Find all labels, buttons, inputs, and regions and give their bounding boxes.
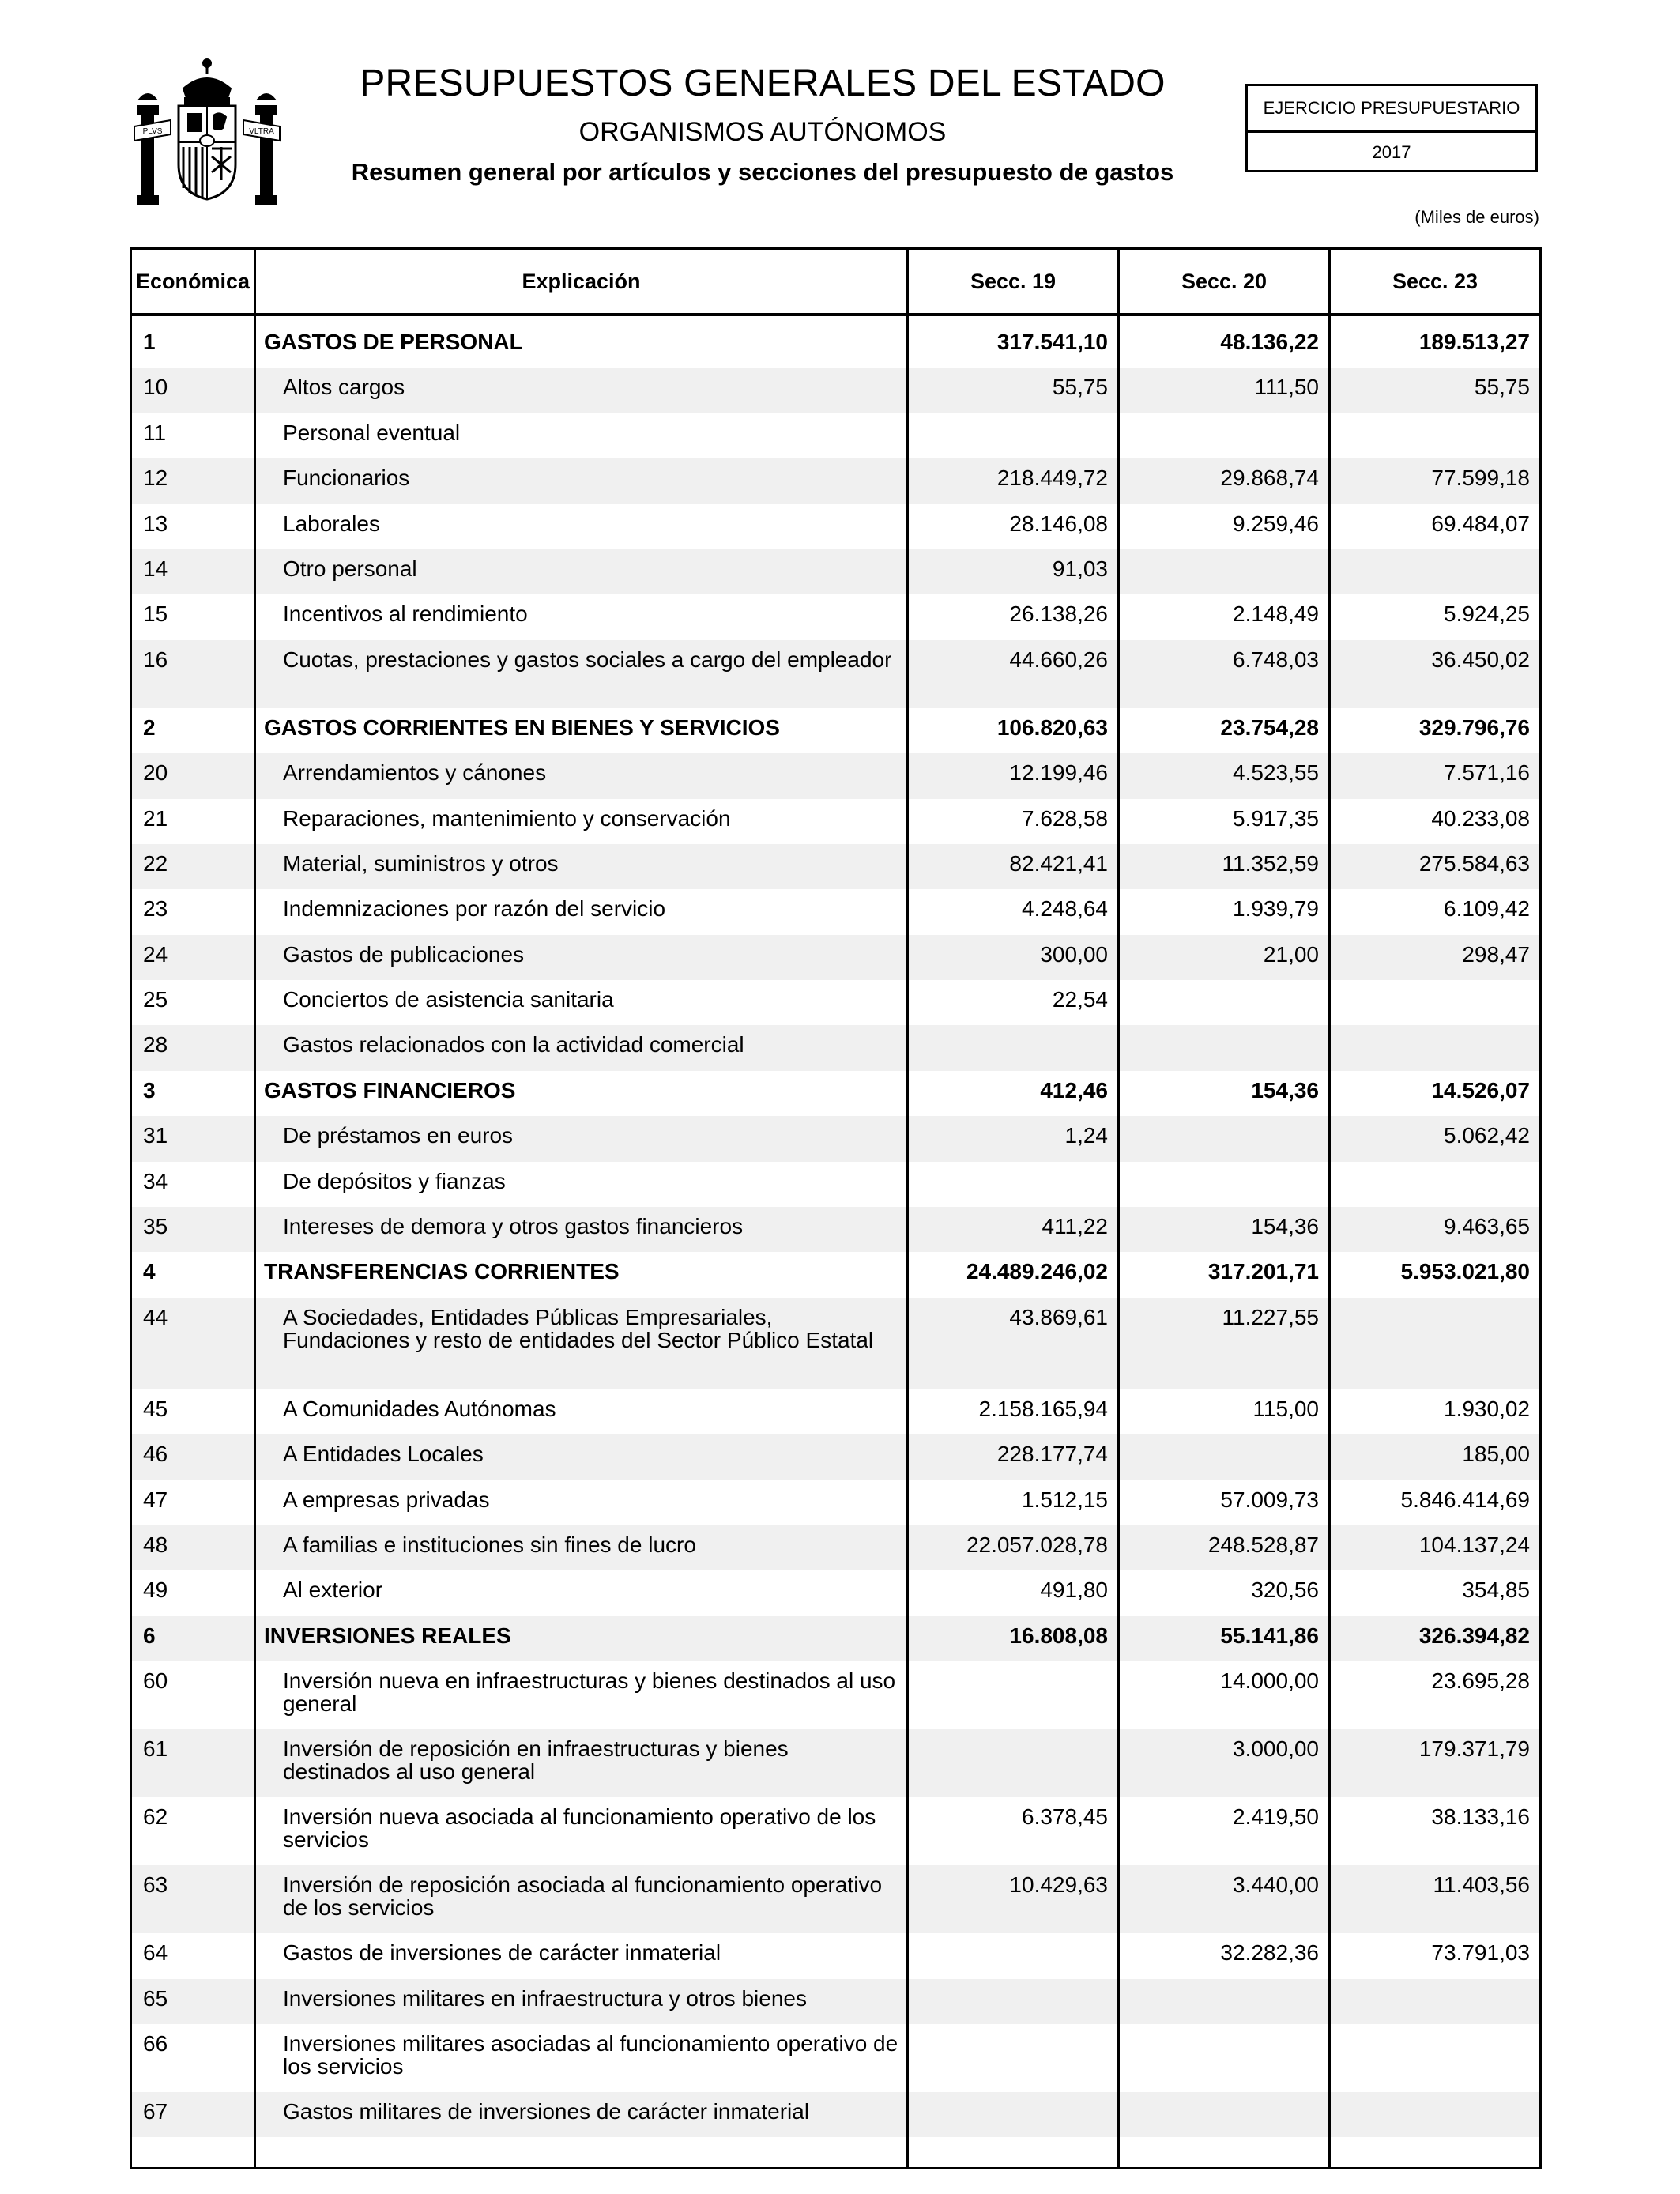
cell-secc-19: 7.628,58 xyxy=(908,799,1119,844)
cell-economica: 14 xyxy=(131,549,255,594)
cell-secc-23 xyxy=(1330,980,1541,1025)
cell-secc-20 xyxy=(1119,1116,1330,1161)
cell-explicacion: Altos cargos xyxy=(255,368,908,413)
cell-economica: 64 xyxy=(131,1933,255,1978)
cell-secc-23: 354,85 xyxy=(1330,1570,1541,1615)
cell-explicacion: Personal eventual xyxy=(255,413,908,458)
cell-explicacion: A familias e instituciones sin fines de lucro xyxy=(255,1525,908,1570)
cell-explicacion: Intereses de demora y otros gastos financieros xyxy=(255,1207,908,1252)
cell-secc-23: 5.846.414,69 xyxy=(1330,1480,1541,1525)
cell-explicacion: A Entidades Locales xyxy=(255,1434,908,1480)
cell-secc-20: 5.917,35 xyxy=(1119,799,1330,844)
table-row xyxy=(131,1933,1541,1978)
cell-secc-23: 9.463,65 xyxy=(1330,1207,1541,1252)
cell-economica: 1 xyxy=(131,315,255,368)
cell-explicacion: INVERSIONES REALES xyxy=(255,1616,908,1661)
cell-explicacion: GASTOS DE PERSONAL xyxy=(255,315,908,368)
cell-economica: 47 xyxy=(131,1480,255,1525)
cell-secc-20: 57.009,73 xyxy=(1119,1480,1330,1525)
cell-economica: 10 xyxy=(131,368,255,413)
table-row xyxy=(131,504,1541,549)
cell-secc-19: 22.057.028,78 xyxy=(908,1525,1119,1570)
cell-explicacion: Funcionarios xyxy=(255,458,908,503)
cell-explicacion: Otro personal xyxy=(255,549,908,594)
cell-secc-19: 28.146,08 xyxy=(908,504,1119,549)
cell-secc-20: 154,36 xyxy=(1119,1071,1330,1116)
cell-economica: 45 xyxy=(131,1389,255,1434)
table-row xyxy=(131,2024,1541,2092)
cell-economica: 20 xyxy=(131,753,255,798)
cell-economica: 4 xyxy=(131,1252,255,1297)
cell-secc-19: 1,24 xyxy=(908,1116,1119,1161)
cell-secc-23: 36.450,02 xyxy=(1330,640,1541,708)
table-row xyxy=(131,640,1541,708)
cell-explicacion: Inversión nueva en infraestructuras y bienes destinados al uso general xyxy=(255,1661,908,1729)
cell-explicacion: Cuotas, prestaciones y gastos sociales a cargo del empleador xyxy=(255,640,908,708)
cell-economica: 49 xyxy=(131,1570,255,1615)
cell-secc-19 xyxy=(908,1933,1119,1978)
table-row xyxy=(131,368,1541,413)
table-row xyxy=(131,1797,1541,1865)
units-note: (Miles de euros) xyxy=(1414,207,1539,227)
table-row xyxy=(131,1661,1541,1729)
cell-economica: 3 xyxy=(131,1071,255,1116)
cell-secc-19: 491,80 xyxy=(908,1570,1119,1615)
table-row xyxy=(131,889,1541,934)
cell-secc-23: 275.584,63 xyxy=(1330,844,1541,889)
table-row-group xyxy=(131,315,1541,368)
cell-secc-23: 5.953.021,80 xyxy=(1330,1252,1541,1297)
cell-secc-20: 11.352,59 xyxy=(1119,844,1330,889)
cell-secc-20: 6.748,03 xyxy=(1119,640,1330,708)
cell-secc-19 xyxy=(908,1162,1119,1207)
crest-motto-right: VLTRA xyxy=(249,127,274,136)
cell-explicacion: De préstamos en euros xyxy=(255,1116,908,1161)
cell-secc-20: 9.259,46 xyxy=(1119,504,1330,549)
cell-secc-19: 228.177,74 xyxy=(908,1434,1119,1480)
cell-economica: 16 xyxy=(131,640,255,708)
cell-economica: 23 xyxy=(131,889,255,934)
cell-secc-19 xyxy=(908,1979,1119,2024)
cell-secc-19: 106.820,63 xyxy=(908,708,1119,753)
cell-secc-19: 218.449,72 xyxy=(908,458,1119,503)
table-row xyxy=(131,1434,1541,1480)
table-row-group xyxy=(131,708,1541,753)
cell-secc-20: 48.136,22 xyxy=(1119,315,1330,368)
cell-explicacion: Incentivos al rendimiento xyxy=(255,594,908,639)
cell-explicacion: Material, suministros y otros xyxy=(255,844,908,889)
cell-secc-23 xyxy=(1330,549,1541,594)
cell-secc-23: 55,75 xyxy=(1330,368,1541,413)
table-row xyxy=(131,753,1541,798)
cell-secc-19: 1.512,15 xyxy=(908,1480,1119,1525)
cell-secc-20: 21,00 xyxy=(1119,935,1330,980)
cell-explicacion: Gastos relacionados con la actividad comercial xyxy=(255,1025,908,1070)
cell-secc-23 xyxy=(1330,1025,1541,1070)
cell-secc-23: 298,47 xyxy=(1330,935,1541,980)
page-subtitle: ORGANISMOS AUTÓNOMOS xyxy=(578,117,947,147)
cell-secc-20: 154,36 xyxy=(1119,1207,1330,1252)
cell-explicacion: Inversiones militares en infraestructura y otros bienes xyxy=(255,1979,908,2024)
cell-secc-20: 317.201,71 xyxy=(1119,1252,1330,1297)
crest-motto-left: PLVS xyxy=(142,127,163,136)
cell-secc-19: 26.138,26 xyxy=(908,594,1119,639)
cell-secc-23: 7.571,16 xyxy=(1330,753,1541,798)
cell-secc-23 xyxy=(1330,1979,1541,2024)
cell-secc-20: 2.148,49 xyxy=(1119,594,1330,639)
table-row xyxy=(131,458,1541,503)
cell-secc-19: 412,46 xyxy=(908,1071,1119,1116)
cell-economica: 60 xyxy=(131,1661,255,1729)
cell-secc-19 xyxy=(908,1729,1119,1797)
cell-economica: 25 xyxy=(131,980,255,1025)
cell-economica: 67 xyxy=(131,2092,255,2137)
cell-economica: 46 xyxy=(131,1434,255,1480)
cell-secc-23: 38.133,16 xyxy=(1330,1797,1541,1865)
col-header-economica: Económica xyxy=(131,249,255,315)
page-description: Resumen general por artículos y secciones del presupuesto de gastos xyxy=(351,158,1174,186)
table-row xyxy=(131,413,1541,458)
table-row xyxy=(131,1570,1541,1615)
table-row xyxy=(131,1298,1541,1389)
cell-secc-20: 2.419,50 xyxy=(1119,1797,1330,1865)
cell-secc-23 xyxy=(1330,2024,1541,2092)
cell-secc-23: 329.796,76 xyxy=(1330,708,1541,753)
cell-secc-20 xyxy=(1119,2024,1330,2092)
cell-secc-23: 77.599,18 xyxy=(1330,458,1541,503)
cell-secc-19: 317.541,10 xyxy=(908,315,1119,368)
ejercicio-box xyxy=(1245,84,1538,172)
cell-secc-20: 3.000,00 xyxy=(1119,1729,1330,1797)
cell-secc-19: 16.808,08 xyxy=(908,1616,1119,1661)
cell-secc-23: 69.484,07 xyxy=(1330,504,1541,549)
cell-economica: 2 xyxy=(131,708,255,753)
cell-economica: 31 xyxy=(131,1116,255,1161)
cell-secc-20: 11.227,55 xyxy=(1119,1298,1330,1389)
cell-explicacion: Laborales xyxy=(255,504,908,549)
col-header-secc-19: Secc. 19 xyxy=(908,249,1119,315)
cell-economica: 13 xyxy=(131,504,255,549)
cell-explicacion: Inversión de reposición asociada al funcionamiento operativo de los servicios xyxy=(255,1865,908,1933)
cell-explicacion: TRANSFERENCIAS CORRIENTES xyxy=(255,1252,908,1297)
table-row xyxy=(131,1116,1541,1161)
cell-secc-19: 300,00 xyxy=(908,935,1119,980)
cell-explicacion: Indemnizaciones por razón del servicio xyxy=(255,889,908,934)
cell-explicacion: GASTOS CORRIENTES EN BIENES Y SERVICIOS xyxy=(255,708,908,753)
cell-secc-19: 12.199,46 xyxy=(908,753,1119,798)
table-row xyxy=(131,1025,1541,1070)
table-row xyxy=(131,1389,1541,1434)
cell-secc-19 xyxy=(908,2024,1119,2092)
cell-economica: 6 xyxy=(131,1616,255,1661)
table-row xyxy=(131,980,1541,1025)
ejercicio-value: 2017 xyxy=(1372,142,1411,162)
cell-secc-19 xyxy=(908,1025,1119,1070)
cell-secc-20: 1.939,79 xyxy=(1119,889,1330,934)
cell-secc-20: 55.141,86 xyxy=(1119,1616,1330,1661)
cell-secc-20: 320,56 xyxy=(1119,1570,1330,1615)
cell-secc-23: 179.371,79 xyxy=(1330,1729,1541,1797)
cell-secc-23: 5.062,42 xyxy=(1330,1116,1541,1161)
cell-economica: 28 xyxy=(131,1025,255,1070)
cell-secc-19: 44.660,26 xyxy=(908,640,1119,708)
table-row xyxy=(131,1979,1541,2024)
cell-secc-20 xyxy=(1119,1434,1330,1480)
cell-secc-23: 23.695,28 xyxy=(1330,1661,1541,1729)
cell-secc-23: 11.403,56 xyxy=(1330,1865,1541,1933)
table-row xyxy=(131,1525,1541,1570)
table-header-row xyxy=(131,249,1541,315)
spacer-cell xyxy=(1119,2137,1330,2169)
cell-secc-20: 115,00 xyxy=(1119,1389,1330,1434)
cell-explicacion: Gastos militares de inversiones de carácter inmaterial xyxy=(255,2092,908,2137)
cell-secc-23: 40.233,08 xyxy=(1330,799,1541,844)
cell-secc-20: 14.000,00 xyxy=(1119,1661,1330,1729)
cell-secc-23: 189.513,27 xyxy=(1330,315,1541,368)
cell-economica: 34 xyxy=(131,1162,255,1207)
cell-economica: 63 xyxy=(131,1865,255,1933)
cell-explicacion: Gastos de publicaciones xyxy=(255,935,908,980)
table-row xyxy=(131,935,1541,980)
spacer-cell xyxy=(908,2137,1119,2169)
table-row-group xyxy=(131,1616,1541,1661)
cell-secc-23: 5.924,25 xyxy=(1330,594,1541,639)
cell-secc-23: 185,00 xyxy=(1330,1434,1541,1480)
cell-secc-23 xyxy=(1330,413,1541,458)
cell-economica: 21 xyxy=(131,799,255,844)
table-row xyxy=(131,1865,1541,1933)
cell-economica: 65 xyxy=(131,1979,255,2024)
cell-secc-23 xyxy=(1330,1298,1541,1389)
table-row xyxy=(131,1162,1541,1207)
cell-explicacion: Gastos de inversiones de carácter inmaterial xyxy=(255,1933,908,1978)
page-title: PRESUPUESTOS GENERALES DEL ESTADO xyxy=(360,62,1166,104)
cell-secc-23: 14.526,07 xyxy=(1330,1071,1541,1116)
cell-secc-20 xyxy=(1119,2092,1330,2137)
spacer-cell xyxy=(1330,2137,1541,2169)
table-row xyxy=(131,844,1541,889)
cell-economica: 35 xyxy=(131,1207,255,1252)
budget-table xyxy=(130,247,1542,2169)
cell-secc-23: 326.394,82 xyxy=(1330,1616,1541,1661)
cell-explicacion: Arrendamientos y cánones xyxy=(255,753,908,798)
cell-secc-20: 248.528,87 xyxy=(1119,1525,1330,1570)
cell-secc-20 xyxy=(1119,413,1330,458)
col-header-secc-23: Secc. 23 xyxy=(1330,249,1541,315)
cell-secc-23: 1.930,02 xyxy=(1330,1389,1541,1434)
cell-secc-19: 91,03 xyxy=(908,549,1119,594)
cell-economica: 24 xyxy=(131,935,255,980)
cell-secc-20: 3.440,00 xyxy=(1119,1865,1330,1933)
cell-secc-20 xyxy=(1119,1979,1330,2024)
cell-secc-19: 24.489.246,02 xyxy=(908,1252,1119,1297)
cell-economica: 15 xyxy=(131,594,255,639)
cell-secc-19: 22,54 xyxy=(908,980,1119,1025)
cell-economica: 22 xyxy=(131,844,255,889)
cell-secc-20: 111,50 xyxy=(1119,368,1330,413)
cell-secc-23: 73.791,03 xyxy=(1330,1933,1541,1978)
col-header-explicacion: Explicación xyxy=(255,249,908,315)
cell-explicacion: Al exterior xyxy=(255,1570,908,1615)
cell-secc-20 xyxy=(1119,980,1330,1025)
table-row xyxy=(131,1207,1541,1252)
cell-secc-20 xyxy=(1119,1162,1330,1207)
table-bottom-spacer xyxy=(131,2137,1541,2169)
col-header-secc-20: Secc. 20 xyxy=(1119,249,1330,315)
cell-secc-19: 55,75 xyxy=(908,368,1119,413)
cell-secc-19: 411,22 xyxy=(908,1207,1119,1252)
table-body xyxy=(131,315,1541,2169)
cell-economica: 12 xyxy=(131,458,255,503)
cell-explicacion: Conciertos de asistencia sanitaria xyxy=(255,980,908,1025)
table-row xyxy=(131,1480,1541,1525)
table-row xyxy=(131,549,1541,594)
spacer-cell xyxy=(131,2137,255,2169)
spacer-cell xyxy=(255,2137,908,2169)
table-row xyxy=(131,1729,1541,1797)
cell-secc-23: 6.109,42 xyxy=(1330,889,1541,934)
cell-secc-19: 43.869,61 xyxy=(908,1298,1119,1389)
cell-secc-20: 23.754,28 xyxy=(1119,708,1330,753)
cell-secc-20 xyxy=(1119,549,1330,594)
cell-secc-23 xyxy=(1330,1162,1541,1207)
cell-explicacion: Reparaciones, mantenimiento y conservación xyxy=(255,799,908,844)
cell-secc-19 xyxy=(908,413,1119,458)
ejercicio-label: EJERCICIO PRESUPUESTARIO xyxy=(1248,86,1535,133)
cell-economica: 11 xyxy=(131,413,255,458)
cell-secc-19: 6.378,45 xyxy=(908,1797,1119,1865)
table-row-group xyxy=(131,1071,1541,1116)
cell-explicacion: Inversión de reposición en infraestructuras y bienes destinados al uso general xyxy=(255,1729,908,1797)
cell-secc-19 xyxy=(908,2092,1119,2137)
table-row xyxy=(131,799,1541,844)
cell-secc-23 xyxy=(1330,2092,1541,2137)
table-row-group xyxy=(131,1252,1541,1297)
cell-secc-19: 4.248,64 xyxy=(908,889,1119,934)
table-row xyxy=(131,594,1541,639)
cell-secc-20: 4.523,55 xyxy=(1119,753,1330,798)
cell-explicacion: Inversión nueva asociada al funcionamiento operativo de los servicios xyxy=(255,1797,908,1865)
cell-secc-20: 29.868,74 xyxy=(1119,458,1330,503)
cell-economica: 62 xyxy=(131,1797,255,1865)
cell-explicacion: A Comunidades Autónomas xyxy=(255,1389,908,1434)
cell-secc-20: 32.282,36 xyxy=(1119,1933,1330,1978)
cell-economica: 48 xyxy=(131,1525,255,1570)
cell-secc-19: 2.158.165,94 xyxy=(908,1389,1119,1434)
coat-of-arms-of-spain-icon xyxy=(133,54,281,209)
cell-secc-19: 82.421,41 xyxy=(908,844,1119,889)
cell-explicacion: Inversiones militares asociadas al funcionamiento operativo de los servicios xyxy=(255,2024,908,2092)
table-row xyxy=(131,2092,1541,2137)
cell-secc-20 xyxy=(1119,1025,1330,1070)
cell-explicacion: GASTOS FINANCIEROS xyxy=(255,1071,908,1116)
cell-explicacion: De depósitos y fianzas xyxy=(255,1162,908,1207)
cell-economica: 61 xyxy=(131,1729,255,1797)
cell-explicacion: A Sociedades, Entidades Públicas Empresariales, Fundaciones y resto de entidades del Sector Público Estatal xyxy=(255,1298,908,1389)
cell-secc-23: 104.137,24 xyxy=(1330,1525,1541,1570)
cell-secc-19 xyxy=(908,1661,1119,1729)
cell-economica: 44 xyxy=(131,1298,255,1389)
cell-secc-19: 10.429,63 xyxy=(908,1865,1119,1933)
cell-explicacion: A empresas privadas xyxy=(255,1480,908,1525)
cell-economica: 66 xyxy=(131,2024,255,2092)
